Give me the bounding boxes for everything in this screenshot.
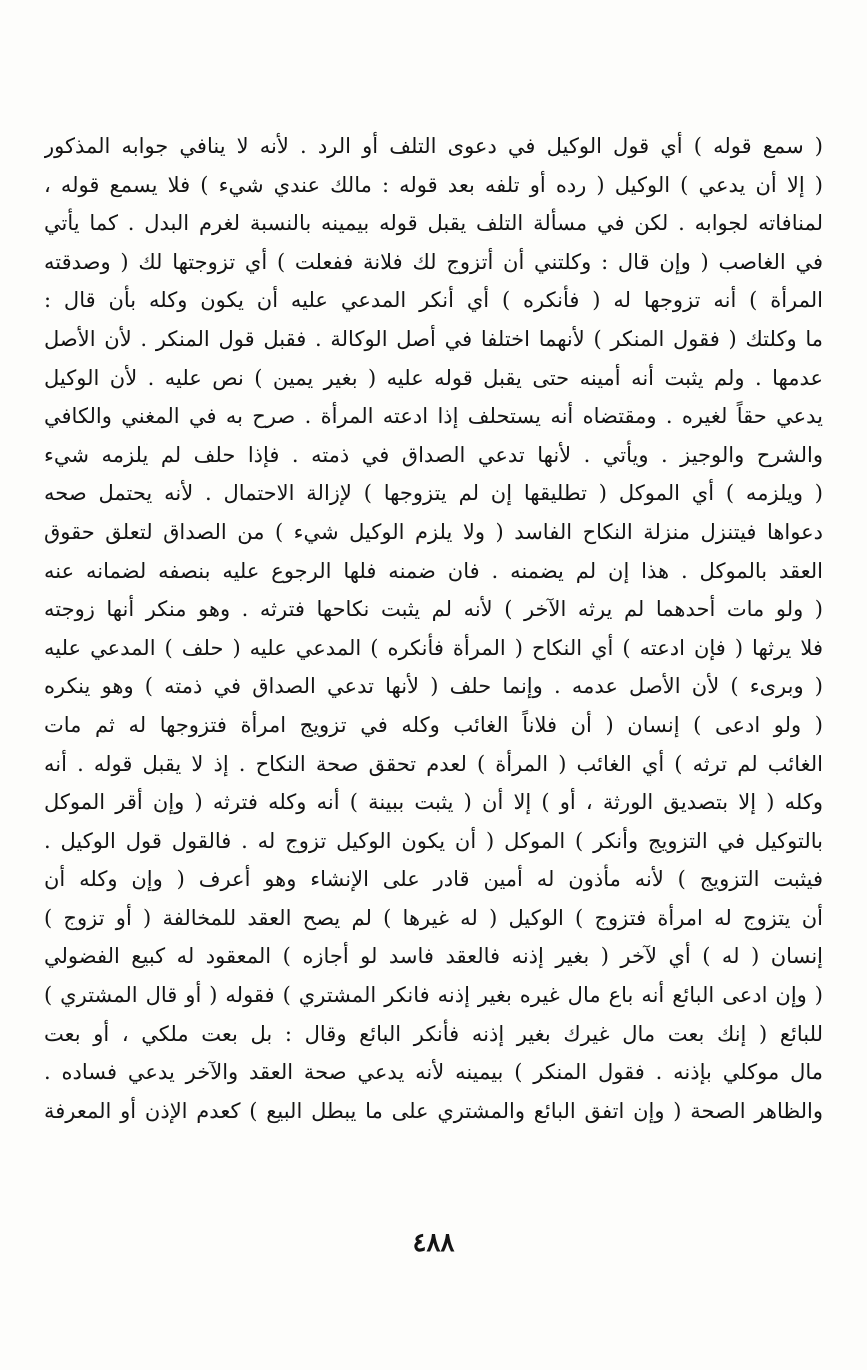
text-line: بالتوكيل في التزويج وأنكر ) الموكل ( أن يكون الوكيل تزوج له . فالقول قول الوكيل . (44, 828, 823, 853)
text-line: ( ولو مات أحدهما لم يرثه الآخر ) لأنه لم يثبت نكاحها فترثه . وهو منكر أنها زوجته (44, 597, 823, 622)
text-line: وكله ( إلا بتصديق الورثة ، أو ) إلا أن ( يثبت ببينة ) أنه وكله فترثه ( وإن أقر الموكل (44, 790, 823, 815)
text-line: إنسان ( له ) أي لآخر ( بغير إذنه فالعقد فاسد لو أجازه ) المعقود له كبيع الفضولي (44, 944, 823, 969)
text-line: أن يتزوج له امرأة فتزوج ) الوكيل ( له غيرها ) لم يصح العقد للمخالفة ( أو تزوج ) (44, 905, 823, 930)
text-line: الغائب لم ترثه ) أي الغائب ( المرأة ) لعدم تحقق صحة النكاح . إذ لا يقبل قوله . أنه (44, 751, 823, 776)
text-line: للبائع ( إنك بعت مال غيرك بغير إذنه فأنكر البائع وقال : بل بعت ملكي ، أو بعت (44, 1021, 823, 1046)
text-line: ( ويلزمه ) أي الموكل ( تطليقها إن لم يتزوجها ) لإزالة الاحتمال . لأنه يحتمل صحه (44, 481, 823, 506)
text-line: ( سمع قوله ) أي قول الوكيل في دعوى التلف أو الرد . لأنه لا ينافي جوابه المذكور (44, 134, 823, 158)
text-line: عدمها . ولم يثبت أنه أمينه حتى يقبل قوله عليه ( بغير يمين ) نص عليه . لأن الوكيل (44, 365, 823, 390)
text-line: مال موكلي بإذنه . فقول المنكر ) بيمينه لأنه يدعي صحة العقد والآخر يدعي فساده . (44, 1060, 823, 1085)
text-line: فيثبت التزويج ) لأنه مأذون له أمين قادر على الإنشاء وهو أعرف ( وإن وكله أن (44, 867, 823, 892)
text-line: والظاهر الصحة ( وإن اتفق البائع والمشتري على ما يبطل البيع ) كعدم الإذن أو المعرفة (44, 1098, 823, 1123)
text-line: ( وإن ادعى البائع أنه باع مال غيره بغير إذنه فانكر المشتري ) فقوله ( أو قال المشتري ) (44, 983, 823, 1008)
text-line: ما وكلتك ( فقول المنكر ) لأنهما اختلفا في أصل الوكالة . فقبل قول المنكر . لأن الأصل (44, 326, 823, 351)
body-text (44, 127, 823, 1130)
text-line: ( ولو ادعى ) إنسان ( أن فلاناً الغائب وكله في تزويج امرأة فتزوجها له ثم مات (44, 712, 823, 737)
text-line: لمنافاته لجوابه . لكن في مسألة التلف يقبل قوله بيمينه بالنسبة لغرم البدل . كما يأتي (44, 211, 823, 236)
text-line: ( إلا أن يدعي ) الوكيل ( رده أو تلفه بعد قوله : مالك عندي شيء ) فلا يسمع قوله ، (44, 172, 823, 197)
text-line: ( وبرىء ) لأن الأصل عدمه . وإنما حلف ( لأنها تدعي الصداق في ذمته ) وهو ينكره (44, 674, 823, 699)
text-line: دعواها فيتنزل منزلة النكاح الفاسد ( ولا يلزم الوكيل شيء ) من الصداق لتعلق حقوق (44, 519, 823, 544)
text-line: في الغاصب ( وإن قال : وكلتني أن أتزوج لك فلانة ففعلت ) أي تزوجتها لك ( وصدقته (44, 249, 823, 274)
text-line: يدعي حقاً لغيره . ومقتضاه أنه يستحلف إذا ادعته المرأة . صرح به في المغني والكافي (44, 404, 823, 429)
page-number: ٤٨٨ (412, 1228, 455, 1258)
text-line: العقد بالموكل . هذا إن لم يضمنه . فان ضمنه فلها الرجوع عليه بنصفه لضمانه عنه (44, 558, 823, 583)
text-line: فلا يرثها ( فإن ادعته ) أي النكاح ( المرأة فأنكره ) المدعي عليه ( حلف ) المدعي عليه (44, 635, 823, 660)
text-line: المرأة ) أنه تزوجها له ( فأنكره ) أي أنكر المدعي عليه أن يكون وكله بأن قال : (44, 288, 823, 313)
text-line: والشرح والوجيز . ويأتي . لأنها تدعي الصداق في ذمته . فإذا حلف لم يلزمه شيء (44, 442, 823, 467)
